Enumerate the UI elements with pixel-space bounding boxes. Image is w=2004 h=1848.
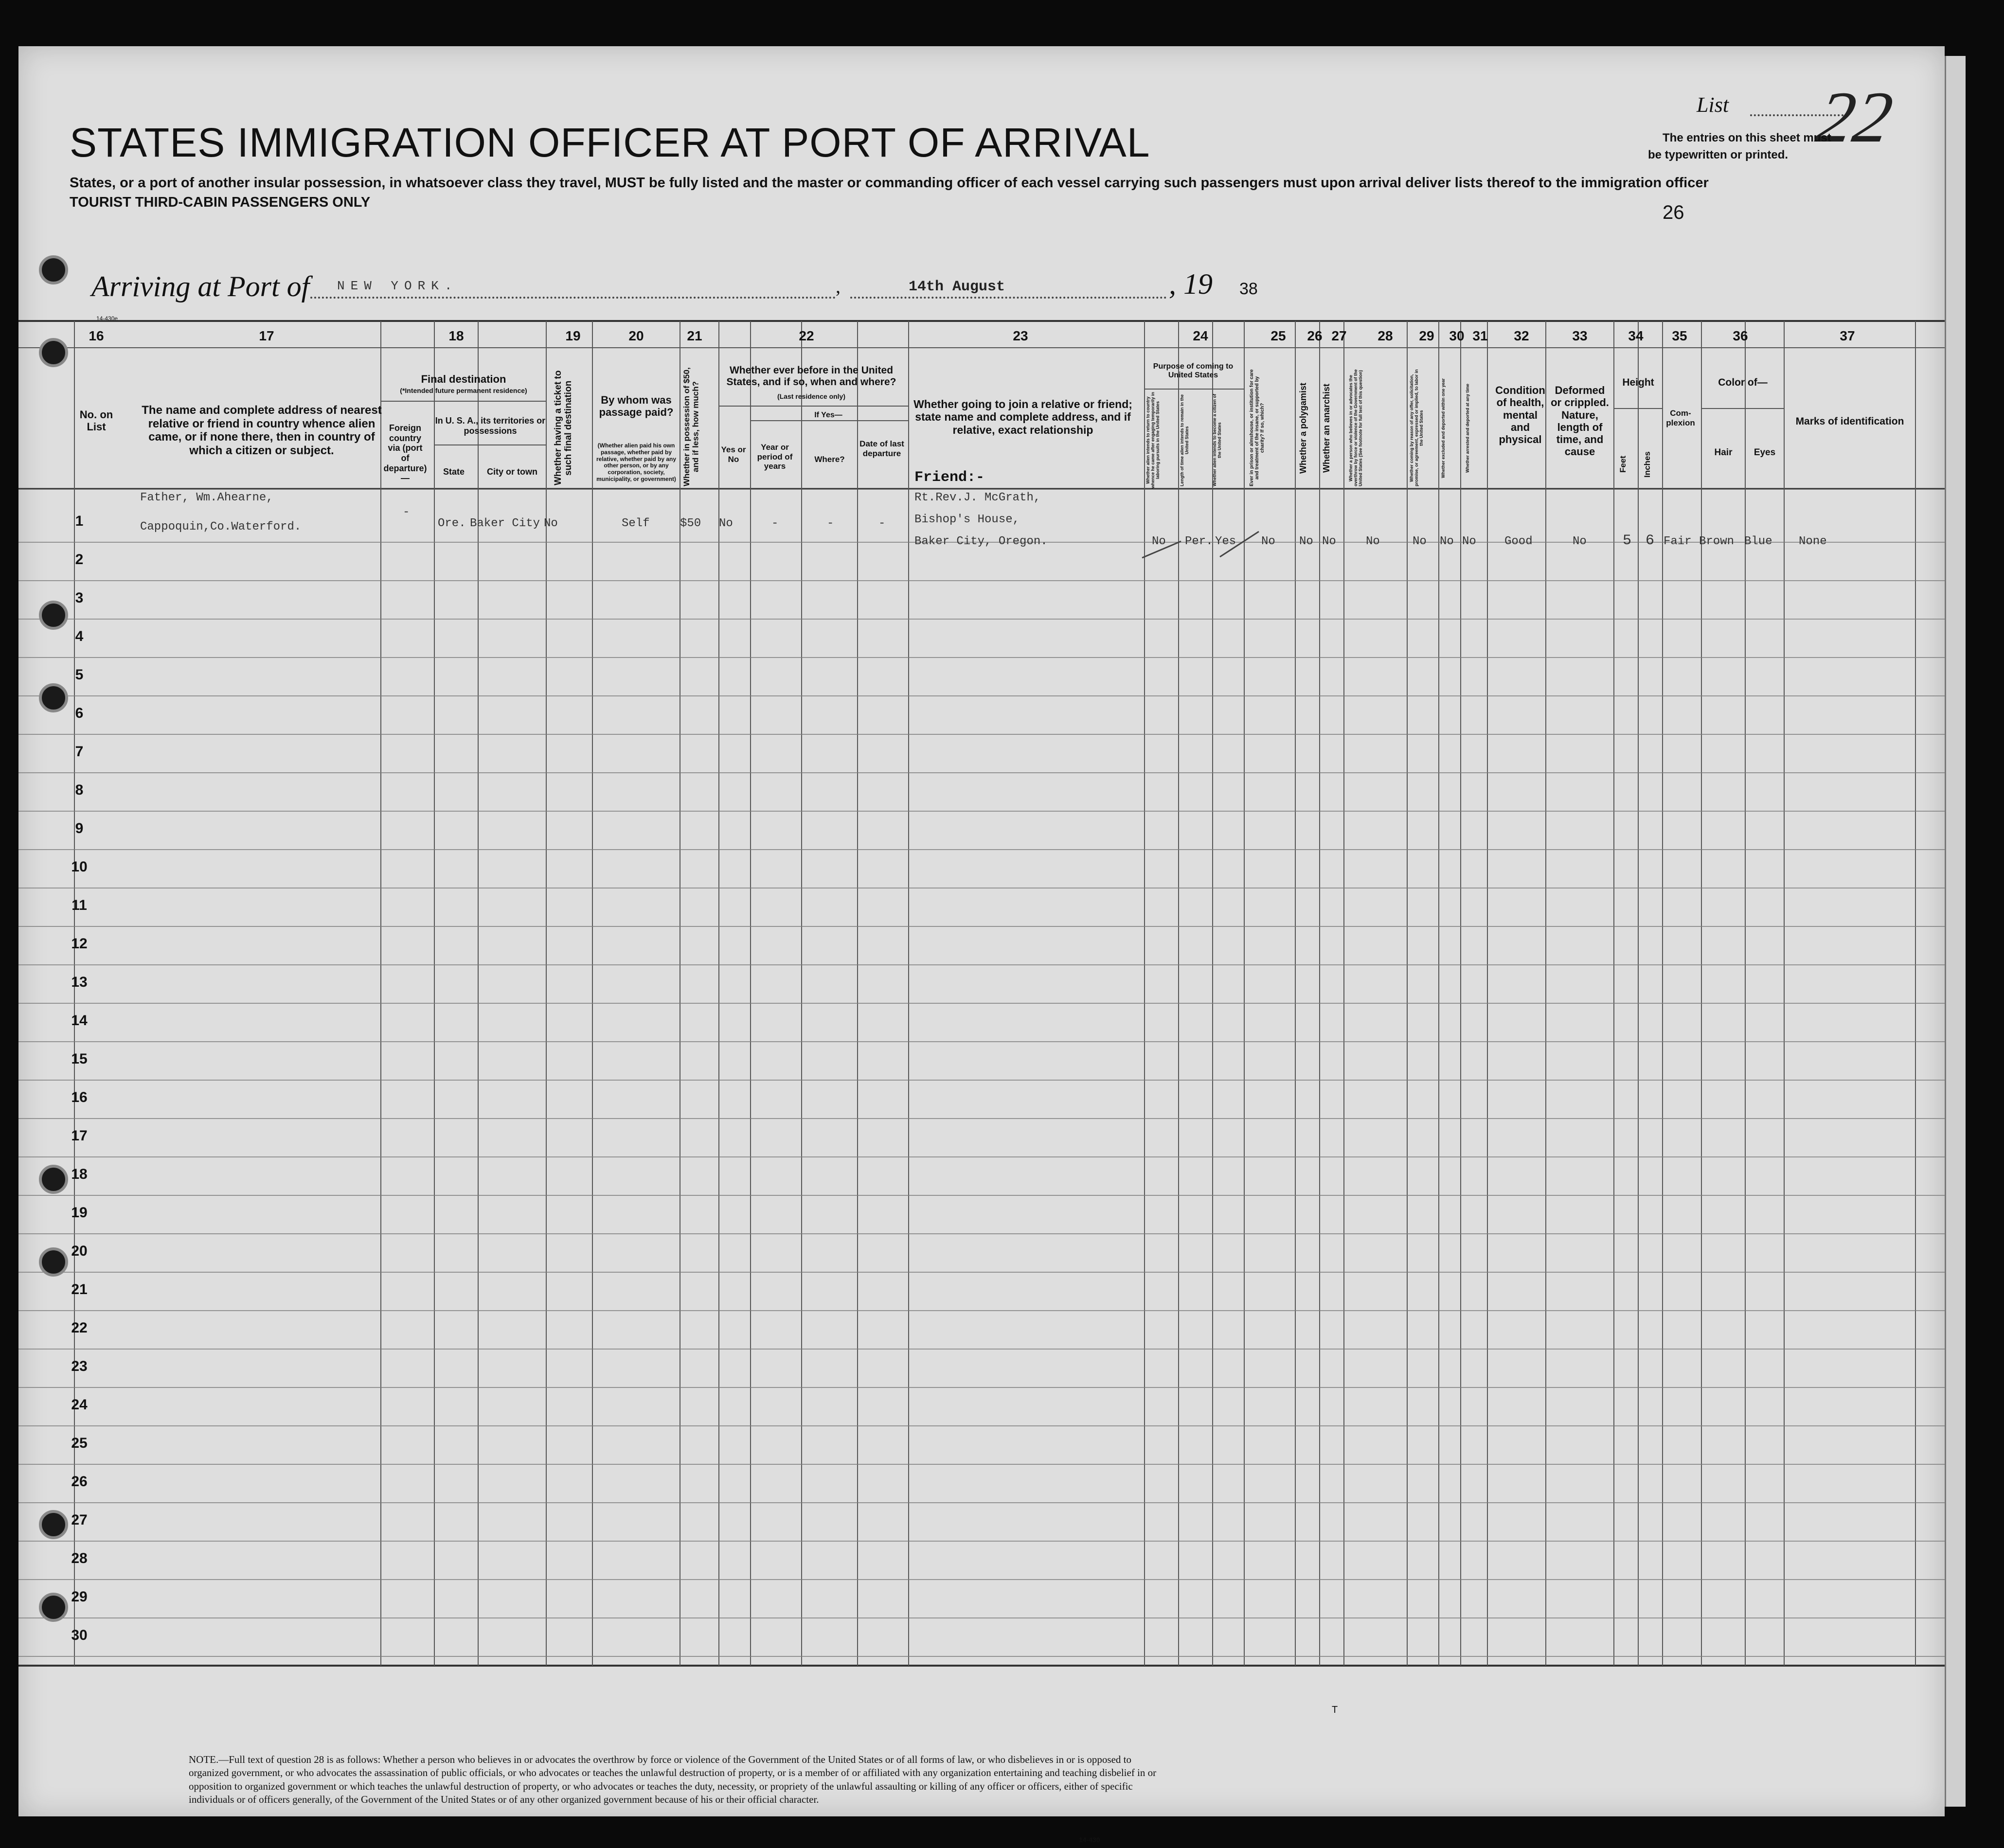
row-number: 2 — [75, 551, 84, 568]
header-polygamist: Whether a polygamist — [1298, 382, 1308, 474]
header-marks: Marks of identification — [1795, 416, 1904, 427]
col-num-25: 25 — [1270, 328, 1286, 343]
port-value: NEW YORK. — [337, 279, 458, 293]
entry-return: No — [1152, 535, 1166, 548]
header-anarchist: Whether an anarchist — [1322, 383, 1331, 473]
entry-period: - — [771, 517, 779, 530]
header-passage-note: (Whether alien paid his own passage, whether paid by relative, whether paid by any other person, or by any corporation, society, municipality, or government) — [596, 442, 677, 482]
header-departure: Date of last departure — [859, 439, 904, 458]
entry-inches: 6 — [1646, 533, 1655, 549]
row-number: 18 — [71, 1166, 88, 1182]
header-yes-no: Yes or No — [721, 445, 746, 464]
col-num-22: 22 — [799, 328, 814, 343]
header-join-relative: Whether going to join a relative or friend; state name and complete address, and if relative, exact relationship — [913, 398, 1132, 436]
header-q30: Whether excluded and deported within one year — [1441, 378, 1446, 478]
col-num-28: 28 — [1378, 328, 1393, 343]
entry-ticket: No — [544, 517, 558, 530]
entry-check-marks — [1123, 528, 1269, 562]
row-number: 14 — [71, 1013, 88, 1029]
entry-deformed: No — [1573, 535, 1587, 548]
table-grid — [18, 46, 1945, 1816]
footnote-q28: NOTE.—Full text of question 28 is as follows: Whether a person who believes in or advocates the overthrow by force or violence of the Government of the United States or of all forms of law, or who disbelieves in or is opposed to organized government, or who advocates the assassination of public officials, or who advocates or teaches the unlawful destruction of property, or is a member of or affiliated with any organization entertaining and teaching disbelief in or opposition to organized government or which teaches the unlawful destruction of property, or who advocates or teaches the duty, necessity, or propriety of the unlawful assaulting or killing of any officer or officers, either of specific individuals or of officers generally, of the Government of the United States or of any other organized government because of his or their official character. — [189, 1754, 1157, 1805]
entry-relative-line2: Cappoquin,Co.Waterford. — [140, 520, 302, 533]
row-number: 28 — [71, 1550, 88, 1566]
col-num-26: 26 — [1307, 328, 1323, 343]
entry-q31: No — [1462, 535, 1476, 548]
row-number: 9 — [75, 820, 84, 836]
header-purpose-stay: Length of time alien intends to remain in the United States — [1180, 394, 1189, 486]
entry-health: Good — [1504, 535, 1533, 548]
binder-hole — [39, 255, 68, 284]
entries-note-1: The entries on this sheet must — [1663, 131, 1831, 144]
header-if-yes: If Yes— — [814, 411, 842, 419]
entry-polygamist: No — [1299, 535, 1313, 548]
entry-been-before: No — [719, 517, 733, 530]
manifest-sheet — [18, 46, 1945, 1844]
list-label: List — [1697, 93, 1729, 117]
header-q31: Whether arrested and deported at any time — [1465, 383, 1470, 473]
header-purpose: Purpose of coming to United States — [1153, 362, 1234, 380]
row-number: 30 — [71, 1627, 88, 1643]
entry-relative-line1: Father, Wm.Ahearne, — [140, 491, 273, 504]
header-no-on-list: No. on List — [79, 409, 113, 433]
entry-citizen: Yes — [1215, 535, 1236, 548]
col-num-23: 23 — [1013, 328, 1028, 343]
col-num-30: 30 — [1449, 328, 1465, 343]
col-num-32: 32 — [1514, 328, 1529, 343]
row-number: 17 — [71, 1128, 88, 1144]
row-number: 8 — [75, 782, 84, 798]
year-prefix: , 19 — [1169, 268, 1213, 300]
header-state: State — [443, 467, 465, 477]
header-where: Where? — [814, 455, 845, 464]
page-edge — [1945, 56, 1966, 1807]
arriving-label: Arriving at Port of — [91, 270, 310, 302]
row-number: 23 — [71, 1358, 88, 1374]
entry-foreign-country: - — [403, 506, 410, 519]
col-num-36: 36 — [1733, 328, 1748, 343]
header-prison: Ever in prison or almshouse, or institution for care and treatment of the insane, or supported by charity? If so, which? — [1249, 369, 1265, 487]
col-num-21: 21 — [687, 328, 702, 343]
stamp-mark: T — [1332, 1705, 1338, 1715]
entry-q30: No — [1440, 535, 1454, 548]
row-number: 24 — [71, 1397, 88, 1413]
col-num-16: 16 — [89, 328, 104, 343]
row-number: 22 — [71, 1320, 88, 1336]
header-money: Whether in possession of $50, and if less, how much? — [682, 367, 700, 486]
row-number: 27 — [71, 1512, 88, 1528]
header-before-us: Whether ever before in the United States, and if so, when and where? — [726, 365, 896, 388]
entry-join-line1: Rt.Rev.J. McGrath, — [914, 491, 1041, 504]
header-final-destination: Final destination — [421, 373, 506, 385]
entry-join-line3: Baker City, Oregon. — [914, 535, 1048, 548]
col-num-37: 37 — [1840, 328, 1855, 343]
col-num-34: 34 — [1628, 328, 1644, 343]
entry-stay: Per. — [1185, 535, 1213, 548]
port-comma: , — [836, 275, 841, 297]
binder-hole — [39, 1510, 68, 1539]
row-number: 26 — [71, 1474, 88, 1490]
col-num-35: 35 — [1672, 328, 1687, 343]
entry-city: Baker City — [470, 517, 540, 530]
col-num-17: 17 — [259, 328, 274, 343]
entry-join-label: Friend:- — [914, 469, 985, 486]
entry-hair: Brown — [1699, 535, 1735, 548]
row-number: 12 — [71, 936, 88, 952]
entry-join-line2: Bishop's House, — [914, 513, 1020, 526]
header-q29: Whether coming by reason of any offer, solicitation, promise, or agreement, expressed or implied, to labor in the United States — [1409, 369, 1424, 487]
row-number: 16 — [71, 1089, 88, 1105]
row-number: 5 — [75, 667, 84, 683]
entry-money: $50 — [680, 517, 701, 530]
class-line: TOURIST THIRD-CABIN PASSENGERS ONLY — [70, 195, 371, 210]
header-feet: Feet — [1618, 456, 1628, 473]
entry-where: - — [827, 517, 834, 530]
entry-paid-by: Self — [622, 517, 650, 530]
col-num-29: 29 — [1419, 328, 1434, 343]
header-passage-paid: By whom was passage paid? — [599, 394, 674, 419]
col-num-24: 24 — [1193, 328, 1208, 343]
row-number: 6 — [75, 705, 84, 721]
header-last-residence: (Last residence only) — [777, 392, 846, 400]
entry-marks: None — [1799, 535, 1827, 548]
binder-hole — [39, 1593, 68, 1622]
row-number: 3 — [75, 590, 84, 606]
col-num-31: 31 — [1472, 328, 1488, 343]
header-complexion: Com- plexion — [1666, 409, 1695, 427]
col-num-33: 33 — [1572, 328, 1588, 343]
entries-note-2: be typewritten or printed. — [1648, 148, 1789, 161]
row-number: 1 — [75, 513, 84, 529]
entry-q29: No — [1413, 535, 1427, 548]
entry-eyes: Blue — [1744, 535, 1772, 548]
form-code-top: 14-430e — [96, 315, 118, 322]
entry-departure: - — [878, 517, 886, 530]
row-number: 11 — [72, 897, 87, 913]
binder-hole — [39, 1165, 68, 1194]
header-inches: Inches — [1643, 451, 1652, 478]
entry-feet: 5 — [1623, 533, 1632, 549]
row-number: 7 — [75, 744, 84, 760]
col-num-18: 18 — [448, 328, 464, 343]
subtitle: States, or a port of another insular possession, in whatsoever class they travel, MUST be fully listed and the master or commanding officer of each vessel carrying such passengers must upon arrival deliver lists thereof to the immigration officer — [70, 175, 1709, 191]
entry-state: Ore. — [438, 517, 466, 530]
header-height: Height — [1622, 377, 1654, 388]
header-ticket: Whether having a ticket to such final destination — [553, 370, 573, 486]
row-number: 4 — [75, 628, 84, 644]
year-suffix: 38 — [1239, 280, 1258, 298]
row-number: 19 — [71, 1205, 88, 1221]
header-final-destination-note: (*Intended future permanent residence) — [400, 387, 527, 394]
row-number: 25 — [71, 1435, 88, 1451]
page-title: STATES IMMIGRATION OFFICER AT PORT OF ARRIVAL — [70, 120, 1150, 165]
header-purpose-citizen: Whether alien intends to become a citizen of the United States — [1212, 393, 1222, 487]
row-number: 21 — [71, 1281, 88, 1297]
header-eyes: Eyes — [1754, 447, 1776, 458]
binder-hole — [39, 1247, 68, 1277]
header-foreign-country: Foreign country via (port of departure)— — [383, 423, 427, 483]
entry-prison: No — [1261, 535, 1275, 548]
row-number: 15 — [71, 1051, 88, 1067]
header-color-of: Color of— — [1718, 377, 1768, 388]
binder-hole — [39, 683, 68, 712]
header-q28: Whether a person who believes in or advocates the overthrow by force or violence of the Government of the United States (See footnote for full text of this question) — [1348, 369, 1363, 487]
binder-hole — [39, 601, 68, 630]
header-period: Year or period of years — [757, 443, 793, 471]
row-number: 29 — [71, 1589, 88, 1605]
col-num-19: 19 — [565, 328, 581, 343]
entry-complexion: Fair — [1664, 535, 1692, 548]
form-code-bottom: 14-430 — [1079, 1836, 1100, 1844]
page-number: 26 — [1663, 202, 1684, 223]
header-purpose-return: Whether alien intends to return to country whence he came after engaging temporarily in laboring pursuits in the United States — [1145, 391, 1160, 489]
row-number: 13 — [71, 974, 88, 990]
header-deformed: Deformed or crippled. Nature, length of time, and cause — [1551, 384, 1609, 458]
header-in-usa: In U. S. A., its territories or possessions — [435, 416, 546, 436]
row-number: 20 — [71, 1243, 88, 1259]
header-hair: Hair — [1714, 447, 1733, 458]
col-num-27: 27 — [1331, 328, 1347, 343]
row-number: 10 — [71, 859, 88, 875]
date-value: 14th August — [909, 279, 1005, 295]
col-num-20: 20 — [628, 328, 644, 343]
entry-q28: No — [1366, 535, 1380, 548]
binder-hole — [39, 338, 68, 367]
header-city: City or town — [487, 467, 537, 477]
entry-anarchist: No — [1322, 535, 1336, 548]
header-relative-abroad: The name and complete address of nearest relative or friend in country whence alien came, or if none there, then in country of which a citizen or subject. — [142, 404, 382, 457]
list-number: 22 — [1811, 77, 1898, 158]
header-health: Condition of health, mental and physical — [1495, 384, 1545, 446]
